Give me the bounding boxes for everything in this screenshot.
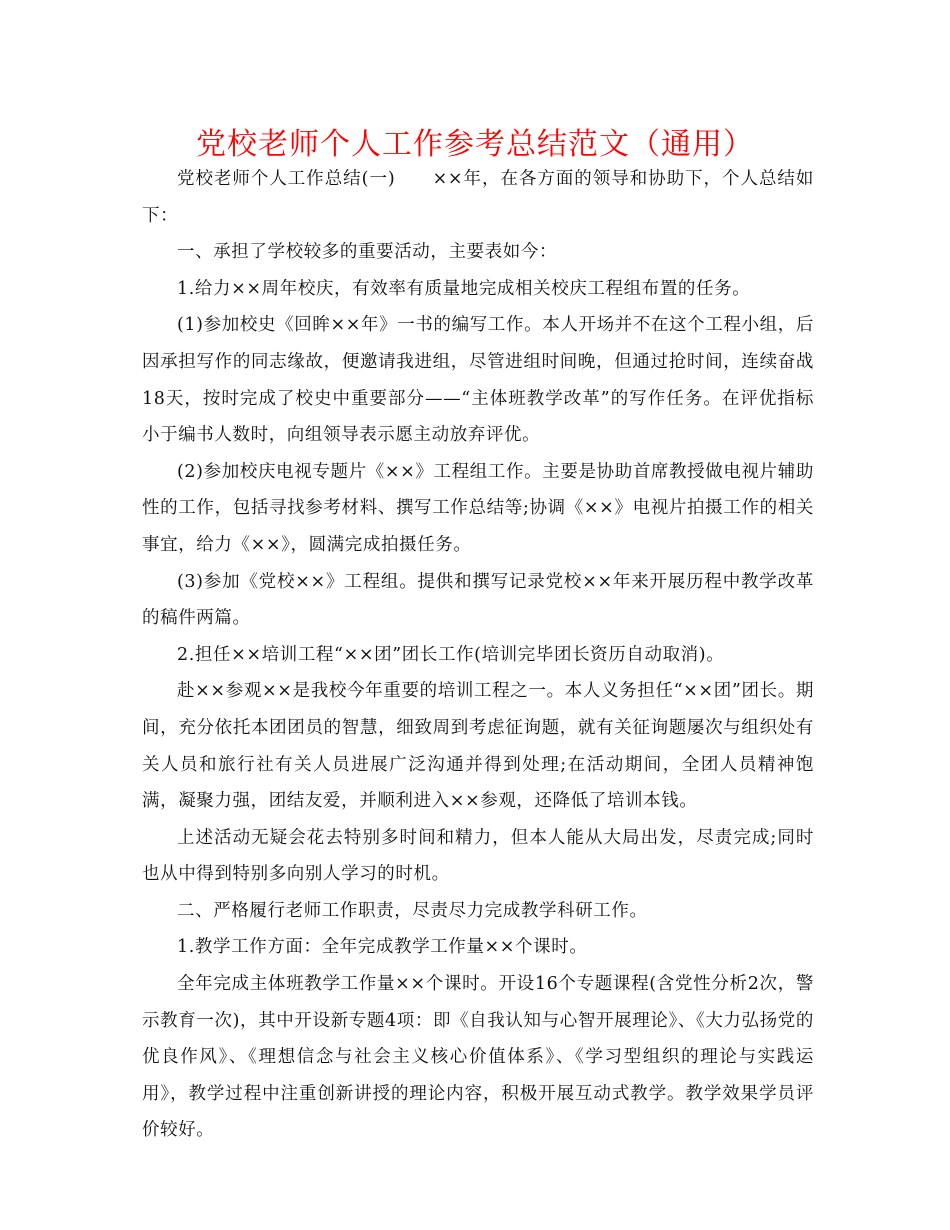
paragraph-summary: 上述活动无疑会花去特别多时间和精力，但本人能从大局出发，尽责完成;同时也从中得到特别多向别人学习的时机。 — [142, 827, 814, 885]
paragraph-subitem-2: (2)参加校庆电视专题片《××》工程组工作。主要是协助首席教授做电视片辅助性的工作，包括寻找参考材料、撰写工作总结等;协调《××》电视片拍摄工作的相关事宜，给力《××》，圆满完成拍摄任务。 — [142, 461, 814, 555]
paragraph-section-1-heading: 一、承担了学校较多的重要活动，主要表如今： — [177, 242, 558, 263]
paragraph-subitem-1: (1)参加校史《回眸××年》一书的编写工作。本人开场并不在这个工程小组，后因承担写作的同志缘故，便邀请我进组，尽管进组时间晚，但通过抢时间，连续奋战18天，按时完成了校史中重要部分——“主体班教学改革”的写作任务。在评优指标小于编书人数时，向组领导表示愿主动放弃评优。 — [142, 315, 814, 446]
paragraph-subitem-3: (3)参加《党校××》工程组。提供和撰写记录党校××年来开展历程中教学改革的稿件两篇。 — [142, 571, 814, 629]
document-title: 党校老师个人工作参考总结范文（通用） — [196, 127, 754, 162]
paragraph-item-1: 1.给力××周年校庆，有效率有质量地完成相关校庆工程组布置的任务。 — [177, 278, 751, 299]
paragraph-teaching-item: 1.教学工作方面：全年完成教学工作量××个课时。 — [177, 937, 588, 958]
paragraph-intro: 党校老师个人工作总结(一) ××年，在各方面的领导和协助下，个人总结如下： — [142, 169, 814, 226]
paragraph-visit: 赴××参观××是我校今年重要的培训工程之一。本人义务担任“××团”团长。期间，充分依托本团团员的智慧，细致周到考虑征询题，就有关征询题屡次与组织处有关人员和旅行社有关人员进展广泛沟通并得到处理;在活动期间，全团人员精神饱满，凝聚力强，团结友爱，并顺利进入××参观，还降低了培训本钱。 — [142, 681, 814, 812]
document-body — [142, 161, 814, 1149]
paragraph-section-2-heading: 二、严格履行老师工作职责，尽责尽力完成教学科研工作。 — [177, 900, 648, 921]
paragraph-item-2: 2.担任××培训工程“××团”团长工作(培训完毕团长资历自动取消)。 — [177, 644, 725, 665]
paragraph-teaching-detail: 全年完成主体班教学工作量××个课时。开设16个专题课程(含党性分析2次，警示教育一次)，其中开设新专题4项：即《自我认知与心智开展理论》、《大力弘扬党的优良作风》、《理想信念与社会主义核心价值体系》、《学习型组织的理论与实践运用》，教学过程中注重创新讲授的理论内容，积极开展互动式教学。教学效果学员评价较好。 — [142, 974, 814, 1141]
